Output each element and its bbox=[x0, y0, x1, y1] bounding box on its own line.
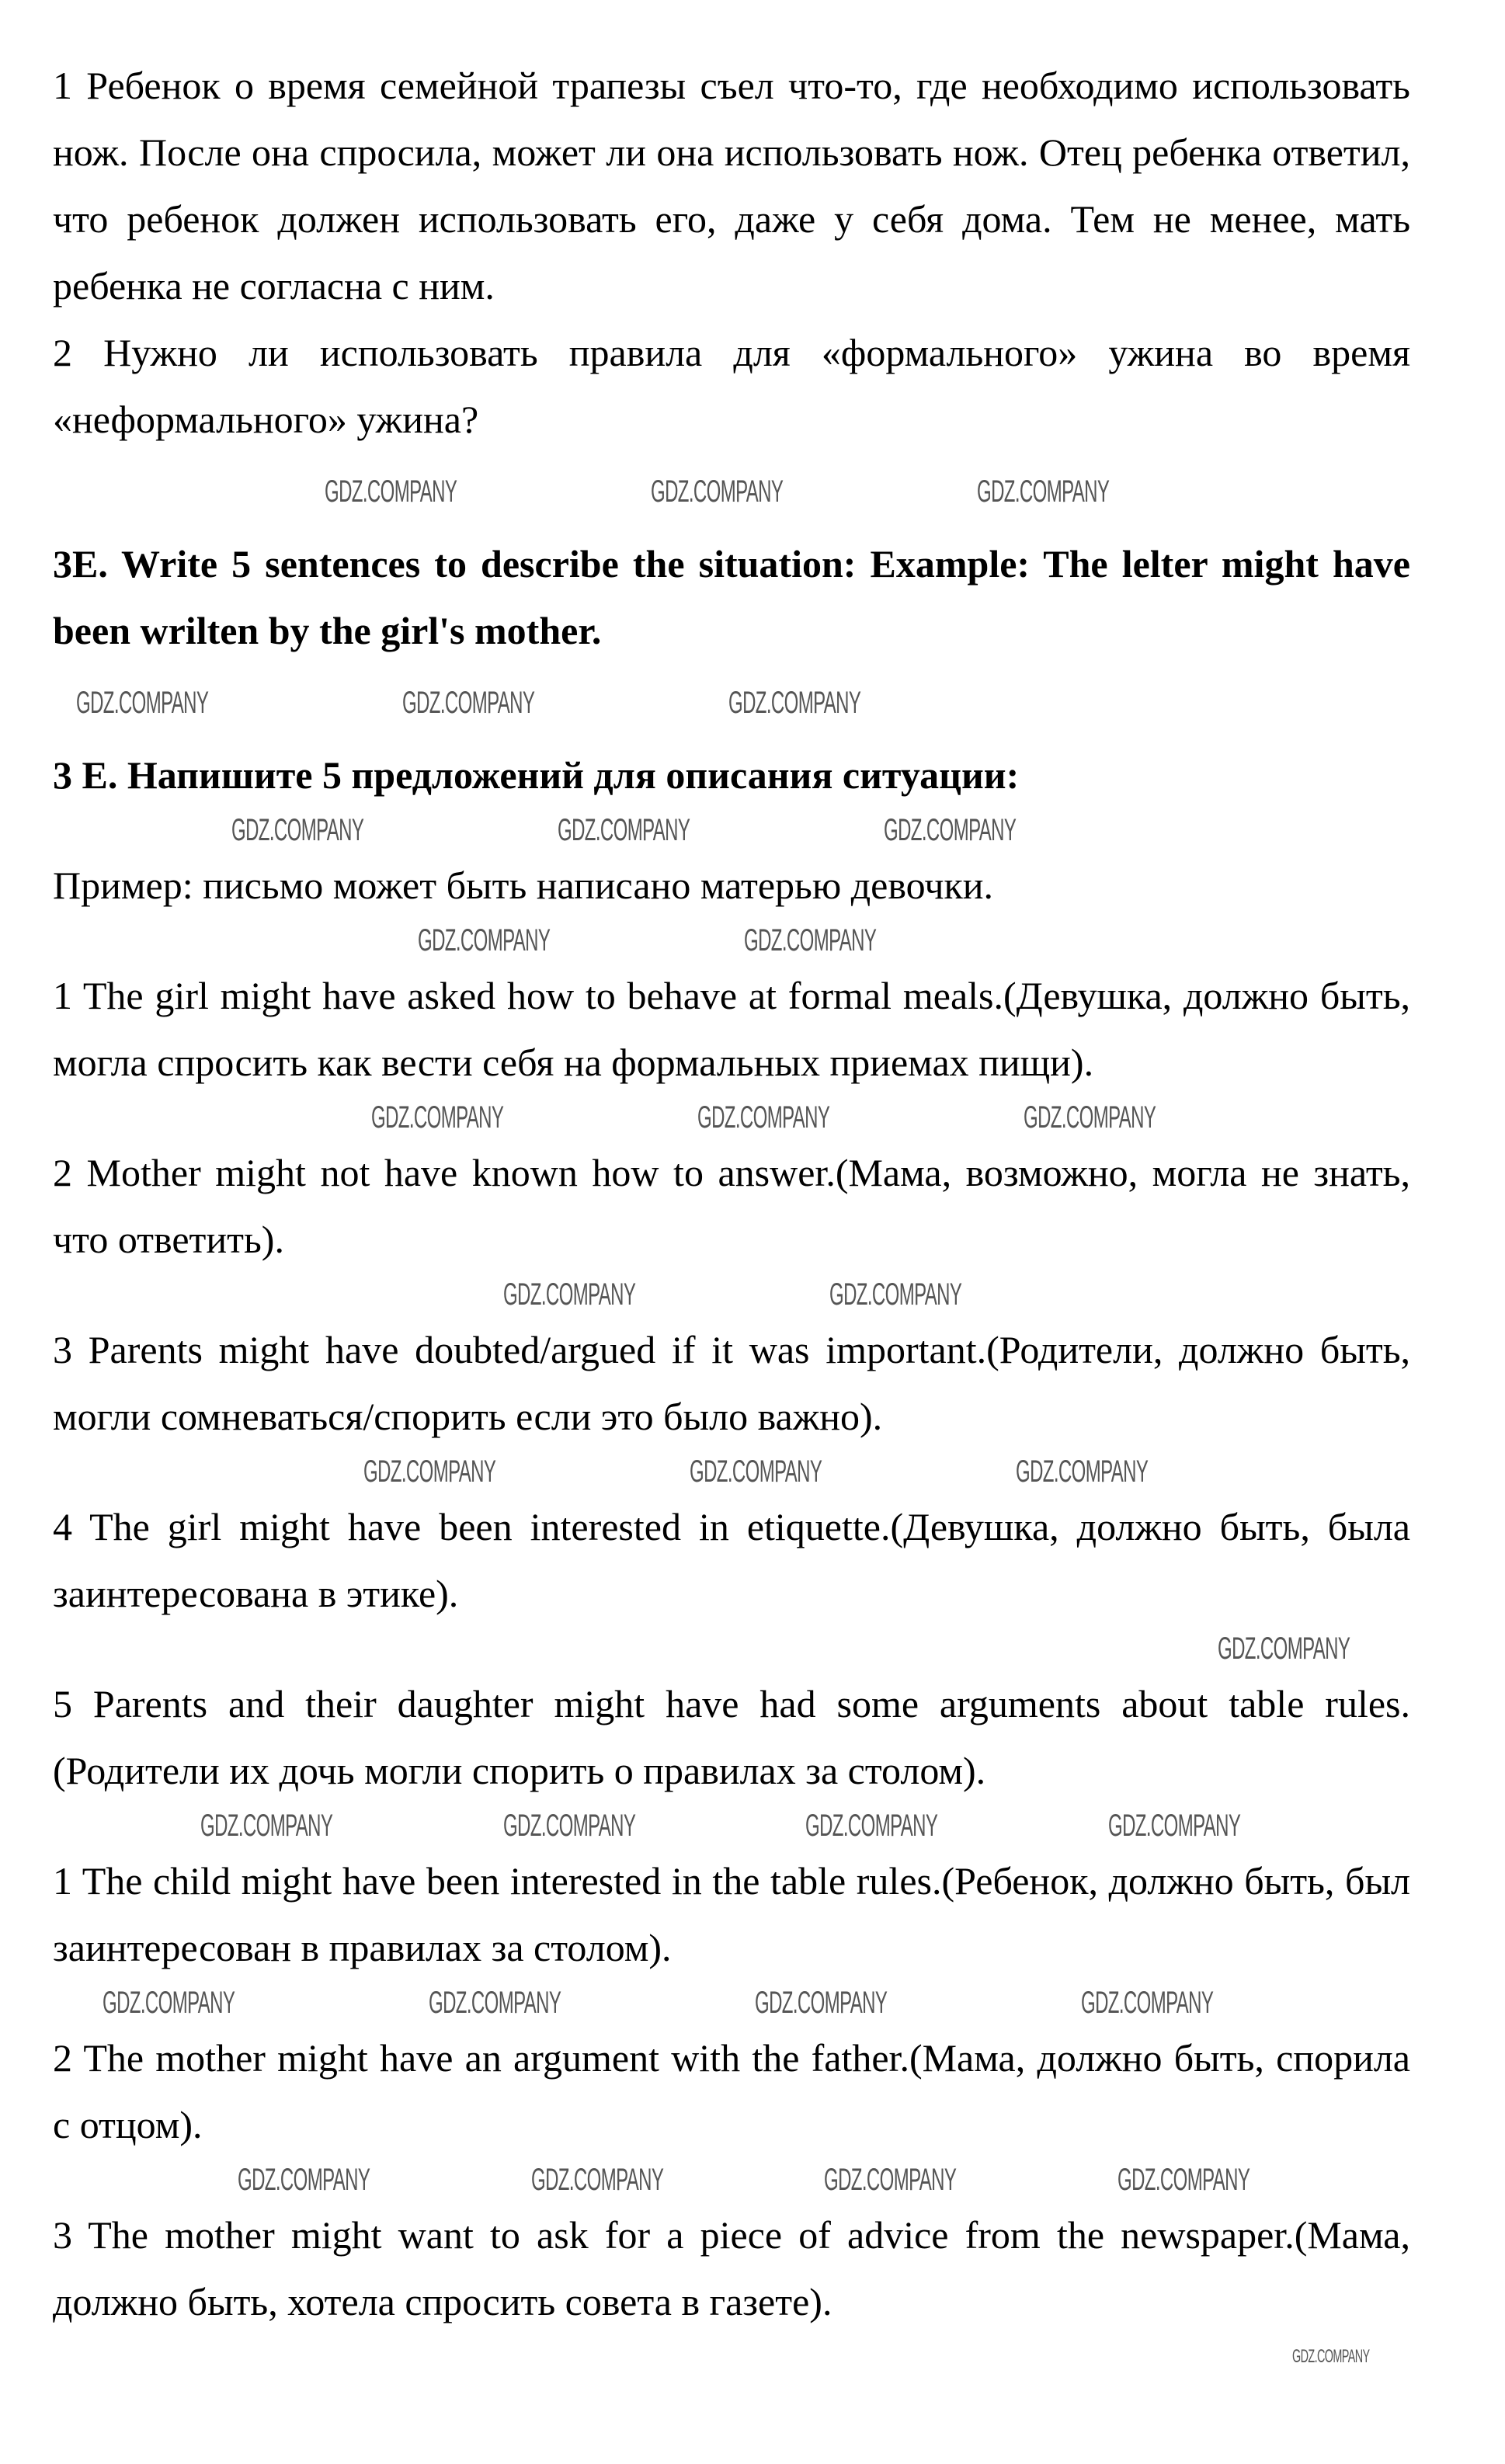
watermark: GDZ.COMPANY bbox=[530, 2163, 663, 2197]
watermark: GDZ.COMPANY bbox=[755, 1986, 888, 2020]
watermark: GDZ.COMPANY bbox=[744, 923, 877, 957]
watermark-row bbox=[53, 1273, 1410, 1316]
watermark: GDZ.COMPANY bbox=[103, 1986, 235, 2020]
watermark: GDZ.COMPANY bbox=[1024, 1100, 1156, 1135]
watermark-row bbox=[53, 1627, 1410, 1670]
watermark: GDZ.COMPANY bbox=[1107, 1809, 1240, 1843]
watermark: GDZ.COMPANY bbox=[728, 686, 861, 720]
watermark: GDZ.COMPANY bbox=[231, 813, 364, 847]
watermark: GDZ.COMPANY bbox=[558, 813, 690, 847]
answer-alt-2: 2 The mother might have an argument with the father.(Мама, должно быть, спорила с отцом). bbox=[53, 2036, 1410, 2146]
answer-alt-3: 3 The mother might want to ask for a piece of advice from the newspaper.(Мама, должно быть, хотела спросить совета в газете). bbox=[53, 2213, 1410, 2323]
paragraph-1: 1 Ребенок о время семейной трапезы съел что-то, где необходимо использовать нож. После она спросила, может ли она использовать нож. Отец ребенка ответил, что ребенок должен использовать его, даже у себя дома. Тем не менее, мать ребенка не согласна с ним. bbox=[53, 64, 1410, 308]
watermark-row bbox=[53, 1804, 1410, 1847]
answer-1: 1 The girl might have asked how to behave at formal meals.(Девушка, должно быть, могла спросить как вести себя на формальных приемах пищи). bbox=[53, 974, 1410, 1084]
answer-4: 4 The girl might have been interested in etiquette.(Девушка, должно быть, была заинтересована в этике). bbox=[53, 1505, 1410, 1615]
watermark-row bbox=[53, 2158, 1410, 2202]
watermark: GDZ.COMPANY bbox=[325, 474, 457, 509]
watermark-row bbox=[53, 1096, 1410, 1139]
watermark: GDZ.COMPANY bbox=[503, 1277, 636, 1312]
watermark: GDZ.COMPANY bbox=[690, 1454, 822, 1489]
watermark-row bbox=[53, 1981, 1410, 2024]
watermark: GDZ.COMPANY bbox=[805, 1809, 938, 1843]
watermark: GDZ.COMPANY bbox=[1081, 1986, 1214, 2020]
watermark: GDZ.COMPANY bbox=[418, 923, 551, 957]
watermark: GDZ.COMPANY bbox=[429, 1986, 561, 2020]
watermark: GDZ.COMPANY bbox=[829, 1277, 962, 1312]
watermark: GDZ.COMPANY bbox=[697, 1100, 830, 1135]
answer-3: 3 Parents might have doubted/argued if it was important.(Родители, должно быть, могли сомневаться/спорить если это было важно). bbox=[53, 1328, 1410, 1438]
watermark-row bbox=[53, 664, 1410, 742]
watermark: GDZ.COMPANY bbox=[371, 1100, 504, 1135]
watermark: GDZ.COMPANY bbox=[76, 686, 209, 720]
watermark-row bbox=[53, 919, 1410, 962]
task-heading-en: 3E. Write 5 sentences to describe the situation: Example: The lelter might have been wrilten by the girl's mother. bbox=[53, 542, 1410, 652]
example-line: Пример: письмо может быть написано матерью девочки. bbox=[53, 864, 994, 907]
document-page bbox=[53, 0, 1410, 2379]
paragraph-2: 2 Нужно ли использовать правила для «формального» ужина во время «неформального» ужина? bbox=[53, 331, 1410, 441]
watermark: GDZ.COMPANY bbox=[1292, 2346, 1370, 2367]
watermark: GDZ.COMPANY bbox=[1117, 2163, 1250, 2197]
answer-5: 5 Parents and their daughter might have had some arguments about table rules.(Родители их дочь могли спорить о правилах за столом). bbox=[53, 1682, 1410, 1792]
answer-2: 2 Mother might not have known how to answer.(Мама, возможно, могла не знать, что ответить). bbox=[53, 1151, 1410, 1261]
watermark-row bbox=[53, 1450, 1410, 1493]
watermark-row bbox=[53, 808, 1410, 852]
watermark: GDZ.COMPANY bbox=[1016, 1454, 1149, 1489]
watermark: GDZ.COMPANY bbox=[238, 2163, 370, 2197]
watermark: GDZ.COMPANY bbox=[363, 1454, 496, 1489]
watermark: GDZ.COMPANY bbox=[824, 2163, 957, 2197]
answer-alt-1: 1 The child might have been interested in the table rules.(Ребенок, должно быть, был заинтересован в правилах за столом). bbox=[53, 1859, 1410, 1969]
watermark: GDZ.COMPANY bbox=[402, 686, 535, 720]
watermark-row bbox=[53, 2335, 1410, 2379]
watermark: GDZ.COMPANY bbox=[884, 813, 1017, 847]
watermark-row bbox=[53, 453, 1410, 530]
watermark: GDZ.COMPANY bbox=[502, 1809, 635, 1843]
watermark: GDZ.COMPANY bbox=[651, 474, 784, 509]
watermark: GDZ.COMPANY bbox=[977, 474, 1110, 509]
watermark: GDZ.COMPANY bbox=[1218, 1632, 1350, 1666]
watermark: GDZ.COMPANY bbox=[200, 1809, 333, 1843]
task-heading-ru: 3 E. Напишите 5 предложений для описания ситуации: bbox=[53, 753, 1020, 797]
